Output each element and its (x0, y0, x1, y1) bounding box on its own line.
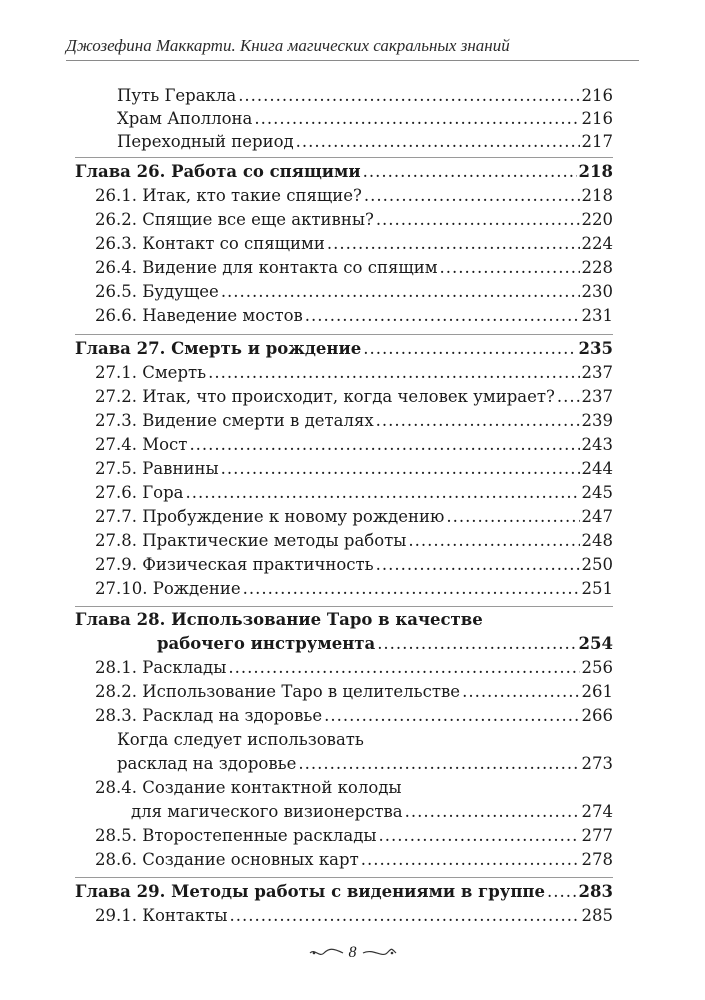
chapter-separator (75, 157, 613, 158)
chapter-heading-29[interactable] (75, 882, 613, 902)
toc-entry-page: 216 (581, 86, 613, 105)
page-footer (0, 944, 705, 962)
toc-entry[interactable] (95, 282, 613, 302)
toc-entry-title: расклад на здоровье (117, 754, 297, 773)
dot-leader (376, 555, 580, 575)
dot-leader (446, 507, 579, 527)
dot-leader (228, 658, 579, 678)
chapter-heading-28-line2[interactable] (157, 634, 613, 654)
toc-entry[interactable] (95, 579, 613, 599)
toc-entry-title: 27.9. Физическая практичность (95, 555, 374, 574)
toc-entry-page: 277 (581, 826, 613, 845)
dot-leader (377, 634, 576, 654)
toc-entry-title: Переходный период (117, 132, 294, 151)
toc-subentry[interactable] (117, 754, 613, 774)
dot-leader (254, 109, 579, 129)
toc-entry[interactable] (95, 507, 613, 527)
toc-entry-page: 248 (581, 531, 613, 550)
toc-entry[interactable] (95, 531, 613, 551)
toc-entry-title: 26.2. Спящие все еще активны? (95, 210, 374, 229)
toc-entry[interactable] (95, 850, 613, 870)
dot-leader (238, 86, 579, 106)
dot-leader (547, 882, 577, 902)
chapter-page: 218 (578, 162, 613, 181)
toc-entry-title: 27.4. Мост (95, 435, 188, 454)
dot-leader (221, 459, 580, 479)
toc-entry-title: 27.5. Равнины (95, 459, 219, 478)
toc-entry-title: Храм Аполлона (117, 109, 253, 128)
toc-subentry-line1[interactable]: Когда следует использовать (117, 730, 364, 749)
running-header: Джозефина Маккарти. Книга магических сакральных знаний (66, 36, 510, 55)
dot-leader (408, 531, 579, 551)
toc-entry-page: 261 (581, 682, 613, 701)
toc-entry-title: 26.6. Наведение мостов (95, 306, 303, 325)
toc-entry-title: Путь Геракла (117, 86, 237, 105)
toc-entry-page: 243 (581, 435, 613, 454)
chapter-title: Глава 26. Работа со спящими (75, 162, 361, 181)
toc-entry-page: 244 (581, 459, 613, 478)
header-rule (66, 60, 639, 61)
dot-leader (376, 210, 580, 230)
chapter-page: 235 (578, 339, 613, 358)
chapter-page: 283 (578, 882, 613, 901)
chapter-title: рабочего инструмента (157, 634, 376, 653)
dot-leader (305, 306, 580, 326)
chapter-page: 254 (578, 634, 613, 653)
toc-entry-page: 237 (581, 363, 613, 382)
dot-leader (298, 754, 579, 774)
toc-entry-page: 216 (581, 109, 613, 128)
toc-entry-title: 27.10. Рождение (95, 579, 241, 598)
toc-entry-title: 26.3. Контакт со спящими (95, 234, 325, 253)
toc-entry[interactable] (131, 802, 613, 822)
toc-entry-title: 27.7. Пробуждение к новому рождению (95, 507, 445, 526)
toc-entry-title: 29.1. Контакты (95, 906, 228, 925)
toc-entry[interactable] (95, 706, 613, 726)
toc-entry-title: 28.2. Использование Таро в целительстве (95, 682, 461, 701)
toc-entry[interactable] (95, 411, 613, 431)
dot-leader (440, 258, 580, 278)
dot-leader (363, 162, 577, 182)
toc-entry-page: 247 (581, 507, 613, 526)
toc-entry-page: 278 (581, 850, 613, 869)
chapter-title: Глава 29. Методы работы с видениями в группе (75, 882, 545, 901)
toc-entry[interactable] (95, 483, 613, 503)
toc-entry[interactable] (95, 363, 613, 383)
toc-entry[interactable] (95, 234, 613, 254)
toc-entry[interactable] (117, 109, 613, 129)
toc-entry-title: 26.5. Будущее (95, 282, 219, 301)
dot-leader (189, 435, 579, 455)
toc-entry-title: 28.6. Создание основных карт (95, 850, 359, 869)
toc-entry-page: 239 (581, 411, 613, 430)
dot-leader (376, 411, 580, 431)
chapter-title: Глава 27. Смерть и рождение (75, 339, 362, 358)
dot-leader (361, 850, 580, 870)
toc-entry[interactable] (117, 132, 613, 152)
toc-entry-page: 273 (581, 754, 613, 773)
toc-entry-title: 26.1. Итак, кто такие спящие? (95, 186, 362, 205)
toc-entry[interactable] (95, 906, 613, 926)
toc-entry-line1[interactable]: 28.4. Создание контактной колоды (95, 778, 402, 797)
toc-entry-page: 228 (581, 258, 613, 277)
toc-entry-page: 220 (581, 210, 613, 229)
dot-leader (208, 363, 579, 383)
chapter-heading-26[interactable] (75, 162, 613, 182)
dot-leader (229, 906, 579, 926)
page-number: 8 (348, 944, 357, 961)
toc-entry[interactable] (95, 306, 613, 326)
toc-entry-page: 231 (581, 306, 613, 325)
toc-entry-title: 27.6. Гора (95, 483, 184, 502)
toc-entry-page: 230 (581, 282, 613, 301)
chapter-heading-27[interactable] (75, 339, 613, 359)
toc-entry[interactable] (95, 459, 613, 479)
toc-entry-page: 266 (581, 706, 613, 725)
dot-leader (405, 802, 580, 822)
toc-entry-title: 28.5. Второстепенные расклады (95, 826, 377, 845)
dot-leader (327, 234, 580, 254)
dot-leader (221, 282, 580, 302)
toc-entry-title: 27.3. Видение смерти в деталях (95, 411, 374, 430)
toc-entry-page: 217 (581, 132, 613, 151)
toc-entry[interactable] (95, 186, 613, 206)
toc-entry-page: 274 (581, 802, 613, 821)
dot-leader (462, 682, 579, 702)
toc-entry[interactable] (95, 658, 613, 678)
toc-entry-title: для магического визионерства (131, 802, 403, 821)
toc-entry-page: 224 (581, 234, 613, 253)
toc-entry-page: 237 (581, 387, 613, 406)
toc-entry-title: 27.2. Итак, что происходит, когда человек умирает? (95, 387, 555, 406)
left-ornament-icon (309, 947, 345, 959)
dot-leader (243, 579, 580, 599)
toc-entry-page: 245 (581, 483, 613, 502)
chapter-separator (75, 877, 613, 878)
toc-entry[interactable] (95, 210, 613, 230)
dot-leader (324, 706, 579, 726)
dot-leader (363, 339, 576, 359)
toc-entry[interactable] (95, 387, 613, 407)
chapter-separator (75, 606, 613, 607)
chapter-heading-28-line1[interactable]: Глава 28. Использование Таро в качестве (75, 610, 483, 629)
toc-entry-page: 256 (581, 658, 613, 677)
toc-entry[interactable] (95, 826, 613, 846)
dot-leader (557, 387, 580, 407)
toc-entry[interactable] (117, 86, 613, 106)
toc-entry-title: 27.1. Смерть (95, 363, 207, 382)
dot-leader (186, 483, 580, 503)
toc-entry-page: 218 (581, 186, 613, 205)
toc-entry-page: 250 (581, 555, 613, 574)
toc-entry[interactable] (95, 258, 613, 278)
toc-entry-title: 28.1. Расклады (95, 658, 227, 677)
toc-entry-title: 26.4. Видение для контакта со спящим (95, 258, 438, 277)
right-ornament-icon (361, 947, 397, 959)
toc-entry-title: 28.3. Расклад на здоровье (95, 706, 323, 725)
dot-leader (364, 186, 580, 206)
dot-leader (296, 132, 580, 152)
toc-entry[interactable] (95, 435, 613, 455)
toc-entry[interactable] (95, 682, 613, 702)
toc-entry-title: 27.8. Практические методы работы (95, 531, 407, 550)
toc-entry-page: 285 (581, 906, 613, 925)
chapter-separator (75, 334, 613, 335)
dot-leader (379, 826, 580, 846)
toc-entry[interactable] (95, 555, 613, 575)
toc-entry-page: 251 (581, 579, 613, 598)
